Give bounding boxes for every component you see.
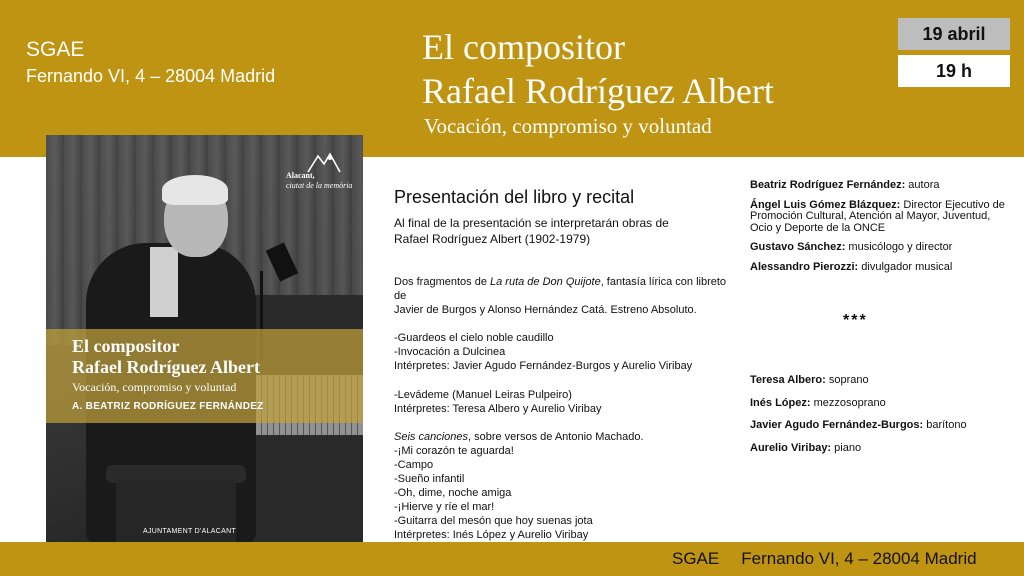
cover-subtitle: Vocación, compromiso y voluntad	[72, 380, 237, 394]
participant-name: Ángel Luis Gómez Blázquez:	[750, 198, 901, 211]
participant-name: Alessandro Pierozzi:	[750, 260, 859, 273]
program-item: -Oh, dime, noche amiga	[394, 487, 512, 500]
program-p1-prefix: Dos fragmentos de	[394, 276, 490, 288]
program-p1-line1	[394, 275, 739, 303]
participant	[750, 200, 1012, 235]
participants-list	[750, 180, 1012, 281]
section-title: Presentación del libro y recital	[394, 187, 635, 207]
participant-name: Beatriz Rodríguez Fernández:	[750, 179, 906, 191]
program-item: -¡Mi corazón te aguarda!	[394, 444, 514, 457]
participant	[750, 262, 1012, 274]
participant	[750, 242, 1012, 254]
program-performers: Intérpretes: Inés López y Aurelio Viribay	[394, 529, 589, 542]
participant-role: musicólogo y director	[845, 241, 953, 253]
program-item: -Campo	[394, 458, 434, 471]
participant-name: Gustavo Sánchez:	[750, 241, 846, 253]
performer-name: Aurelio Viribay:	[750, 441, 832, 454]
performer-role: piano	[831, 441, 862, 454]
program-item: -Guardeos el cielo noble caudillo	[394, 332, 554, 345]
program-p4-work-title: Seis canciones	[394, 430, 468, 443]
intro-text	[394, 215, 724, 247]
cover-publisher-1: AJUNTAMENT D'ALACANT	[143, 528, 237, 535]
separator-stars: ***	[843, 312, 868, 329]
performer-name: Teresa Albero:	[750, 374, 826, 386]
program-item: -Levádeme (Manuel Leiras Pulpeiro)	[394, 388, 572, 401]
cover-pianist-hair	[162, 175, 228, 205]
event-title-line1: El compositor	[422, 27, 625, 67]
performers-list	[750, 375, 1012, 465]
program-p1-line2: Javier de Burgos y Alonso Hernández Catá. Estreno Absoluto.	[394, 304, 697, 317]
book-cover	[46, 135, 363, 576]
participant	[750, 180, 1012, 192]
performer-role: barítono	[923, 419, 967, 431]
performer	[750, 375, 1012, 387]
program-gap	[394, 317, 739, 331]
performer-role: mezzosoprano	[810, 396, 886, 409]
intro-line-2: Rafael Rodríguez Albert (1902-1979)	[394, 232, 591, 246]
program-p4-suffix: , sobre versos de Antonio Machado.	[468, 430, 644, 443]
program-list	[394, 275, 739, 543]
footer-venue-address: Fernando VI, 4 – 28004 Madrid	[741, 549, 977, 568]
program-performers: Intérpretes: Javier Agudo Fernández-Burgos y Aurelio Viribay	[394, 360, 693, 373]
date-badge: 19 abril	[898, 18, 1010, 50]
participant-role: Director Ejecutivo de Promoción Cultural, Atención al Mayor, Juventud, Ocio y Deporte de la ONCE	[750, 198, 1005, 234]
footer-venue-name: SGAE	[672, 549, 720, 568]
performer	[750, 398, 1012, 410]
time-badge: 19 h	[898, 55, 1010, 87]
cover-brand-subtitle: ciutat de la memòria	[286, 181, 353, 190]
program-gap	[394, 374, 739, 388]
program-item: -Sueño infantil	[394, 473, 465, 486]
program-item: -¡Hierve y ríe el mar!	[394, 501, 495, 514]
venue-address: Fernando VI, 4 – 28004 Madrid	[26, 66, 276, 86]
performer-name: Inés López:	[750, 396, 811, 409]
cover-title-line1: El compositor	[72, 336, 180, 356]
program-p1-work-title: La ruta de Don Quijote	[490, 276, 601, 288]
program-performers: Intérpretes: Teresa Albero y Aurelio Viribay	[394, 402, 602, 415]
performer	[750, 443, 1012, 455]
performer-name: Javier Agudo Fernández-Burgos:	[750, 419, 924, 431]
program-gap	[394, 416, 739, 430]
event-subtitle: Vocación, compromiso y voluntad	[424, 114, 712, 138]
performer-role: soprano	[825, 374, 869, 386]
program-item: -Invocación a Dulcinea	[394, 346, 506, 359]
venue-name: SGAE	[26, 38, 85, 61]
program-p4-header	[394, 430, 739, 444]
event-title-line2: Rafael Rodríguez Albert	[422, 71, 774, 111]
program-p1-suffix: , fantasía lírica con libreto de	[394, 276, 727, 303]
cover-title-line2: Rafael Rodríguez Albert	[72, 357, 260, 377]
participant-role: autora	[905, 179, 940, 191]
performer	[750, 420, 1012, 432]
cover-author: A. BEATRIZ RODRÍGUEZ FERNÁNDEZ	[72, 401, 264, 412]
intro-line-1: Al final de la presentación se interpretarán obras de	[394, 216, 669, 230]
cover-brand: Alacant,	[286, 171, 315, 180]
participant-role: divulgador musical	[858, 260, 953, 273]
cover-pianist-shirt	[150, 247, 178, 317]
program-item: -Guitarra del mesón que hoy suenas jota	[394, 515, 593, 528]
footer	[672, 549, 977, 569]
